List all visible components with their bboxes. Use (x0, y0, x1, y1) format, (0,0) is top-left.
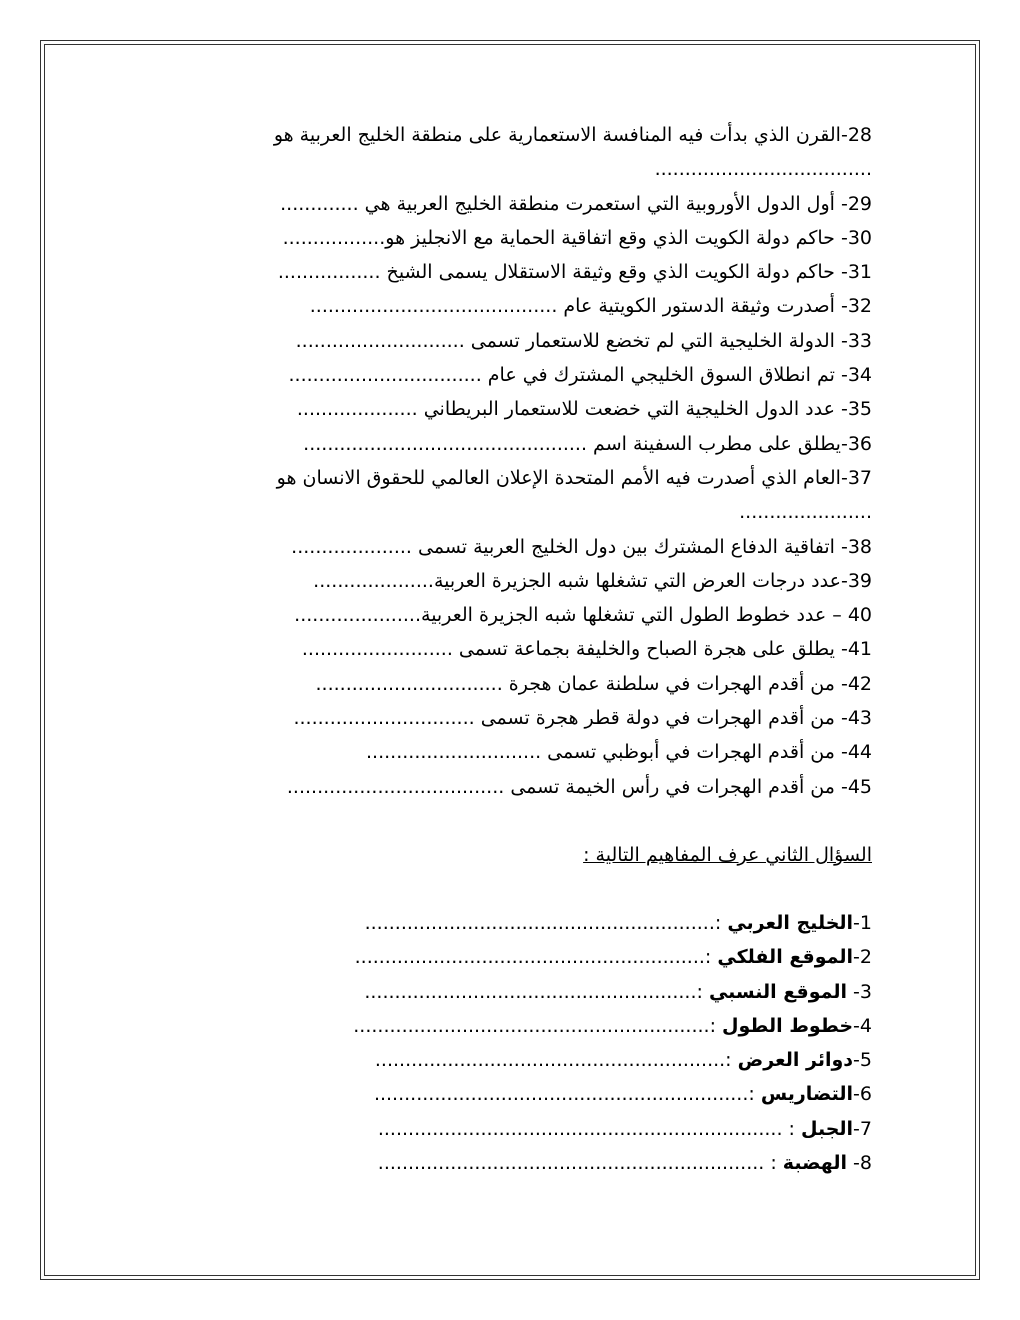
definition-item-5 (200, 1043, 872, 1077)
definition-term: الموقع الفلكي (717, 946, 854, 969)
question-40: 40 – عدد خطوط الطول التي تشغلها شبه الجزيرة العربية..................... (294, 604, 872, 627)
definition-num: 7- (853, 1117, 872, 1140)
definition-num: 3- (847, 980, 872, 1003)
section-2-heading-text: السؤال الثاني عرف المفاهيم التالية : (583, 843, 872, 866)
worksheet-content (200, 118, 872, 1180)
definition-blank: :.......................................................... (364, 911, 728, 934)
definition-blank: :....................................................... (364, 980, 709, 1003)
question-43: 43- من أقدم الهجرات في دولة قطر هجرة تسمى .............................. (293, 707, 872, 730)
answer-blank-37: ...................... (739, 501, 872, 524)
question-44: 44- من أقدم الهجرات في أبوظبي تسمى ............................. (366, 741, 872, 764)
definition-blank: : ................................................................... (377, 1117, 801, 1140)
question-38: 38- اتفاقية الدفاع المشترك بين دول الخليج العربية تسمى .................... (291, 535, 872, 558)
question-37: 37-العام الذي أصدرت فيه الأمم المتحدة الإعلان العالمي للحقوق الانسان هو (276, 466, 872, 489)
answer-blank-28: .................................... (654, 158, 872, 181)
question-39: 39-عدد درجات العرض التي تشغلها شبه الجزيرة العربية.................... (313, 569, 872, 592)
definition-num: 6- (853, 1083, 872, 1106)
question-35: 35- عدد الدول الخليجية التي خضعت للاستعمار البريطاني .................... (296, 398, 872, 421)
definition-term: دوائر العرض (737, 1049, 854, 1072)
definition-term: الجبل (800, 1117, 854, 1140)
definition-item-4 (200, 1009, 872, 1043)
definition-num: 1- (853, 911, 872, 934)
definition-term: خطوط الطول (722, 1014, 854, 1037)
definition-num: 2- (853, 946, 872, 969)
definition-blank: :.......................................................... (374, 1049, 738, 1072)
question-29: 29- أول الدول الأوروبية التي استعمرت منطقة الخليج العربية هي ............. (280, 192, 872, 215)
question-30: 30- حاكم دولة الكويت الذي وقع اتفاقية الحماية مع الانجليز هو................. (282, 226, 872, 249)
definition-item-1 (200, 906, 872, 940)
question-45: 45- من أقدم الهجرات في رأس الخيمة تسمى .................................... (286, 775, 872, 798)
question-42: 42- من أقدم الهجرات في سلطنة عمان هجرة ............................... (315, 672, 872, 695)
question-41: 41- يطلق على هجرة الصباح والخليفة بجماعة تسمى ......................... (301, 638, 872, 661)
definition-term: التضاريس (760, 1083, 854, 1106)
question-32: 32- أصدرت وثيقة الدستور الكويتية عام ......................................... (309, 295, 872, 318)
question-33: 33- الدولة الخليجية التي لم تخضع للاستعمار تسمى ............................ (295, 329, 872, 352)
question-28: 28-القرن الذي بدأت فيه المنافسة الاستعمارية على منطقة الخليج العربية هو (273, 124, 872, 146)
definition-item-6 (200, 1077, 872, 1111)
section-2-heading (200, 838, 872, 872)
definition-term: الهضبة (782, 1152, 847, 1175)
definition-item-7 (200, 1112, 872, 1146)
definition-item-3 (200, 975, 872, 1009)
definition-blank: :.............................................................. (373, 1083, 761, 1106)
definition-blank: :........................................................... (353, 1014, 723, 1037)
definition-num: 4- (853, 1014, 872, 1037)
definition-term: الموقع النسبي (708, 980, 847, 1003)
definition-blank: :.......................................................... (354, 946, 718, 969)
definition-blank: : ................................................................ (377, 1152, 783, 1175)
question-31: 31- حاكم دولة الكويت الذي وقع وثيقة الاستقلال يسمى الشيخ ................. (277, 261, 872, 284)
definitions-list (200, 906, 872, 1180)
definition-num: 5- (853, 1049, 872, 1072)
definition-num: 8- (847, 1152, 872, 1175)
definition-item-2 (200, 940, 872, 974)
question-34: 34- تم انطلاق السوق الخليجي المشترك في عام ................................ (288, 364, 872, 387)
definition-item-8 (200, 1146, 872, 1180)
question-36: 36-يطلق على مطرب السفينة اسم ............................................... (303, 432, 872, 455)
definition-term: الخليج العربي (727, 911, 854, 934)
